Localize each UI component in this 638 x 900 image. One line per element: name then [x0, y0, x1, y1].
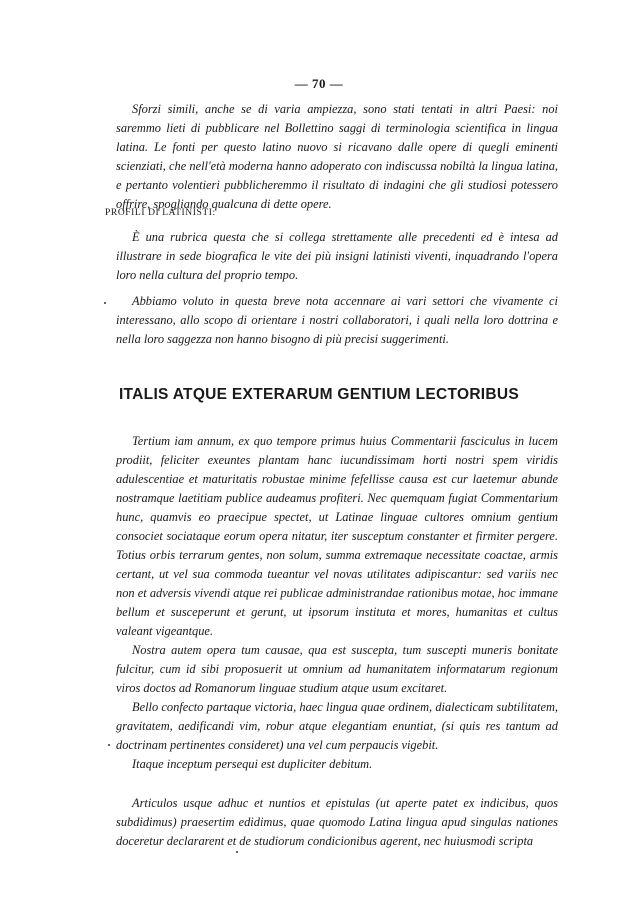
section-label: PROFILI DI LATINISTI: [105, 208, 216, 218]
profili-paragraph-block [116, 228, 558, 285]
profili-paragraph: È una rubrica questa che si collega strettamente alle precedenti ed è intesa ad illustrare in sede biografica le vite dei più insigni latinisti viventi, inquadrando l'opera loro nella cultura del proprio tempo. [116, 230, 558, 282]
latin-paragraph: Bello confecto partaque victoria, haec lingua quae ordinem, dialecticam subtilitatem, gravitatem, aedificandi vim, robur atque elegantiam enuntiat, (si quis res tantum ad doctrinam pertinentes consideret) una vel cum perpaucis vigebit. [116, 700, 558, 752]
latin-paragraph: Tertium iam annum, ex quo tempore primus huius Commentarii fasciculus in lucem prodiit, feliciter exeuntes plantam hanc iucundissimam horti nostri spem viridis adulescentiae et maturitatis robustae minime fefellisse causa est cur laetemur abunde nostramque laetitiam publice audeamus profiteri. Nec quemquam fugiat Commentarium hunc, quamvis eo praecipue spectet, ut Latinae linguae cultores omnium gentium consociet sociataque eorum opera nitatur, iter susceptum constanter et firmiter pergere. Totius orbis terrarum gentes, non solum, summa extremaque necessitate coactae, armis certant, ut vel sua commoda tueantur vel novas utilitates adipiscantur: sed variis nec non et adversis vivendi atque rei publicae administrandae rationibus motae, hoc immane bellum et susceperunt et gerunt, ut ipsorum instituta et mores, humanitas et cultus valeant vigeantque. [116, 434, 558, 638]
section-heading: ITALIS ATQUE EXTERARUM GENTIUM LECTORIBUS [118, 386, 520, 403]
latin-paragraph: Nostra autem opera tum causae, qua est suscepta, tum suscepti muneris bonitate fulcitur, cum id sibi proposuerit ut omnium ad humanitatem informatarum regionum viros doctos ad Romanorum linguae studium atque usum excitaret. [116, 643, 558, 695]
page-number: — 70 — [294, 76, 344, 91]
closing-paragraph-block [116, 292, 558, 349]
ink-speck [104, 302, 106, 304]
intro-paragraph-block [116, 100, 558, 214]
latin-paragraph: Itaque inceptum persequi est dupliciter debitum. [132, 757, 373, 771]
closing-paragraph: Abbiamo voluto in questa breve nota accennare ai vari settori che vivamente ci interessano, allo scopo di orientare i nostri collaboratori, i quali nella loro dottrina e nella loro saggezza non hanno bisogno di più precisi suggerimenti. [116, 294, 558, 346]
ink-speck [236, 851, 238, 853]
intro-paragraph: Sforzi simili, anche se di varia ampiezza, sono stati tentati in altri Paesi: noi saremmo lieti di pubblicare nel Bollettino saggi di terminologia scientifica in lingua latina. Le fonti per questo latino nuovo si ricavano dalle opere di quegli eminenti scienziati, che nell'età moderna hanno adoperato con indiscussa nobiltà la lingua latina, e pertanto volentieri pubblicheremmo il risultato di indagini che gli studiosi potessero offrire, spogliando qualcuna di dette opere. [116, 102, 558, 211]
latin-text-block [116, 432, 558, 851]
ink-speck [108, 744, 110, 746]
latin-paragraph: Articulos usque adhuc et nuntios et epistulas (ut aperte patet ex indicibus, quos subdidimus) praesertim edidimus, quae quomodo Latina lingua apud singulas nationes doceretur declararent et de studiorum condicionibus agerent, nec huiusmodi scripta [116, 796, 558, 848]
